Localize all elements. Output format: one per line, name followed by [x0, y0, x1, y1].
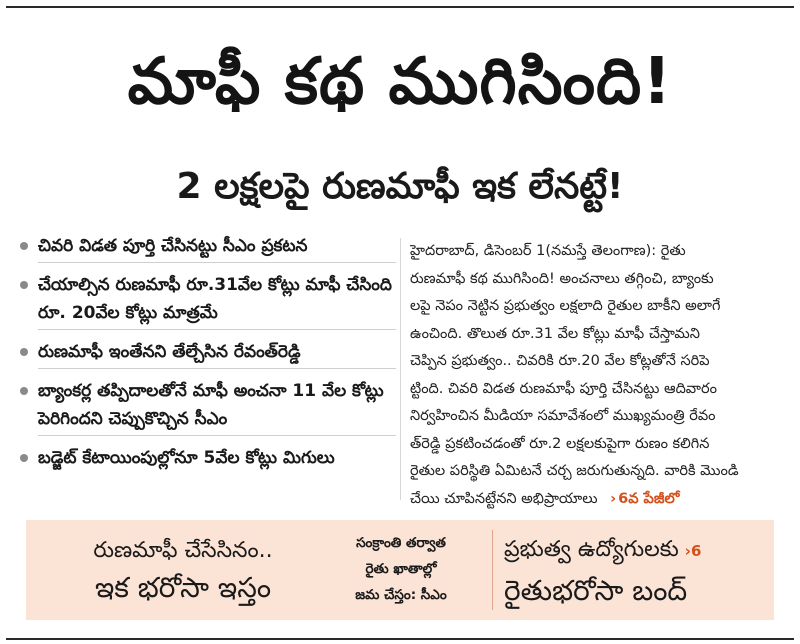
bullet-text: బ్యాంకర్ల తప్పిదాలతోనే మాఫీ అంచనా 11 వేల కోట్లు పెరిగిందని చెప్పుకొచ్చిన సీఎం — [38, 381, 384, 429]
bullet-divider — [38, 329, 396, 330]
bullet-divider — [38, 435, 396, 436]
bullet-item — [16, 377, 396, 436]
story-line: హైదరాబాద్, డిసెంబర్ 1(నమస్తే తెలంగాణ): రైతు — [410, 243, 686, 259]
continued-label: 6వ పేజీలో — [618, 490, 680, 507]
story-line: రైతుల పరిస్థితి ఏమిటనే చర్చ జరుగుతున్నది. వారికి మొండి — [410, 463, 739, 479]
panel-right-line1-row — [504, 534, 766, 567]
story-line: త్‌రెడ్డి ప్రకటించడంతో రూ.2 లక్షలకుపైగా రుణం కలిగిన — [410, 435, 710, 452]
story-line: లపై నెపం నెట్టిన ప్రభుత్వం లక్షలాది రైతుల బాకీని అలాగే — [410, 298, 721, 314]
bullet-divider — [38, 262, 396, 263]
story-line: ట్టింది. చివరి విడత రుణమాఫీ పూర్తి చేసినట్టు ఆదివారం — [410, 380, 717, 397]
bullet-text: బడ్జెట్ కేటాయింపుల్లోనూ 5వేల కోట్లు మిగులు — [38, 448, 335, 468]
bullet-text: చివరి విడత పూర్తి చేసినట్టు సీఎం ప్రకటన — [38, 236, 308, 256]
panel-mid-line: జమ చేస్తం: సీఎం — [355, 587, 447, 603]
bullet-text: చేయాల్సిన రుణమాఫీ రూ.31వేల కోట్లు మాఫీ చేసింది రూ. 20వేల కోట్లు మాత్రమే — [38, 275, 392, 323]
arrow-right-icon: › — [610, 490, 617, 507]
story-line: ఉంచింది. తొలుత రూ.31 వేల కోట్లు మాఫీ చేస్తామని — [410, 325, 700, 342]
story-line: చేయి చూపినట్టేనని అభిప్రాయాలు — [410, 490, 598, 507]
panel-mid-quote — [326, 530, 476, 608]
bullet-text: రుణమాఫీ ఇంతేనని తేల్చేసిన రేవంత్‌రెడ్డి — [38, 342, 301, 362]
bullet-item — [16, 338, 396, 369]
top-rule — [6, 6, 794, 8]
panel-right-headline — [504, 534, 766, 611]
panel-mid-line: సంక్రాంతి తర్వాత — [356, 535, 446, 551]
panel-divider — [492, 530, 493, 610]
panel-right-line1: ప్రభుత్వ ఉద్యోగులకు — [504, 537, 679, 562]
panel-mid-line: రైతు ఖాతాల్లో — [365, 561, 437, 577]
headline: మాఫీ కథ ముగిసింది! — [127, 45, 673, 119]
story-body — [410, 238, 785, 513]
panel-left-headline — [48, 534, 318, 608]
panel-right-line2: రైతుభరోసా బంద్ — [504, 574, 688, 607]
bullet-item — [16, 271, 396, 330]
bullet-dot-icon — [20, 387, 28, 395]
bullet-item — [16, 232, 396, 263]
panel-left-line2: ఇక భరోసా ఇస్తం — [94, 571, 272, 604]
bullet-dot-icon — [20, 348, 28, 356]
arrow-right-icon: › — [684, 542, 691, 560]
bottom-panel — [26, 520, 774, 620]
continued-link[interactable] — [610, 491, 679, 507]
column-divider — [400, 238, 401, 500]
bullet-dot-icon — [20, 281, 28, 289]
story-line: రుణమాఫీ కథ ముగిసింది! అంచనాలు తగ్గించి, బ్యాంకు — [410, 270, 714, 287]
bullet-dot-icon — [20, 454, 28, 462]
panel-left-line1: రుణమాఫీ చేసేసినం.. — [93, 538, 273, 563]
page-ref-number: 6 — [690, 542, 702, 560]
bottom-rule — [6, 638, 794, 640]
bullet-list — [16, 232, 396, 480]
page-ref-link[interactable] — [685, 542, 702, 560]
bullet-divider — [38, 368, 396, 369]
story-last-line — [410, 486, 785, 514]
bullet-item — [16, 444, 396, 472]
story-line: చెప్పిన ప్రభుత్వం.. చివరికి రూ.20 వేల కోట్లతోనే సరిపె — [410, 353, 710, 369]
story-line: నిర్వహించిన మీడియా సమావేశంలో ముఖ్యమంత్రి రేవం — [410, 408, 716, 424]
subheadline: 2 లక్షలపై రుణమాఫీ ఇక లేనట్టే! — [176, 166, 624, 207]
bullet-dot-icon — [20, 242, 28, 250]
